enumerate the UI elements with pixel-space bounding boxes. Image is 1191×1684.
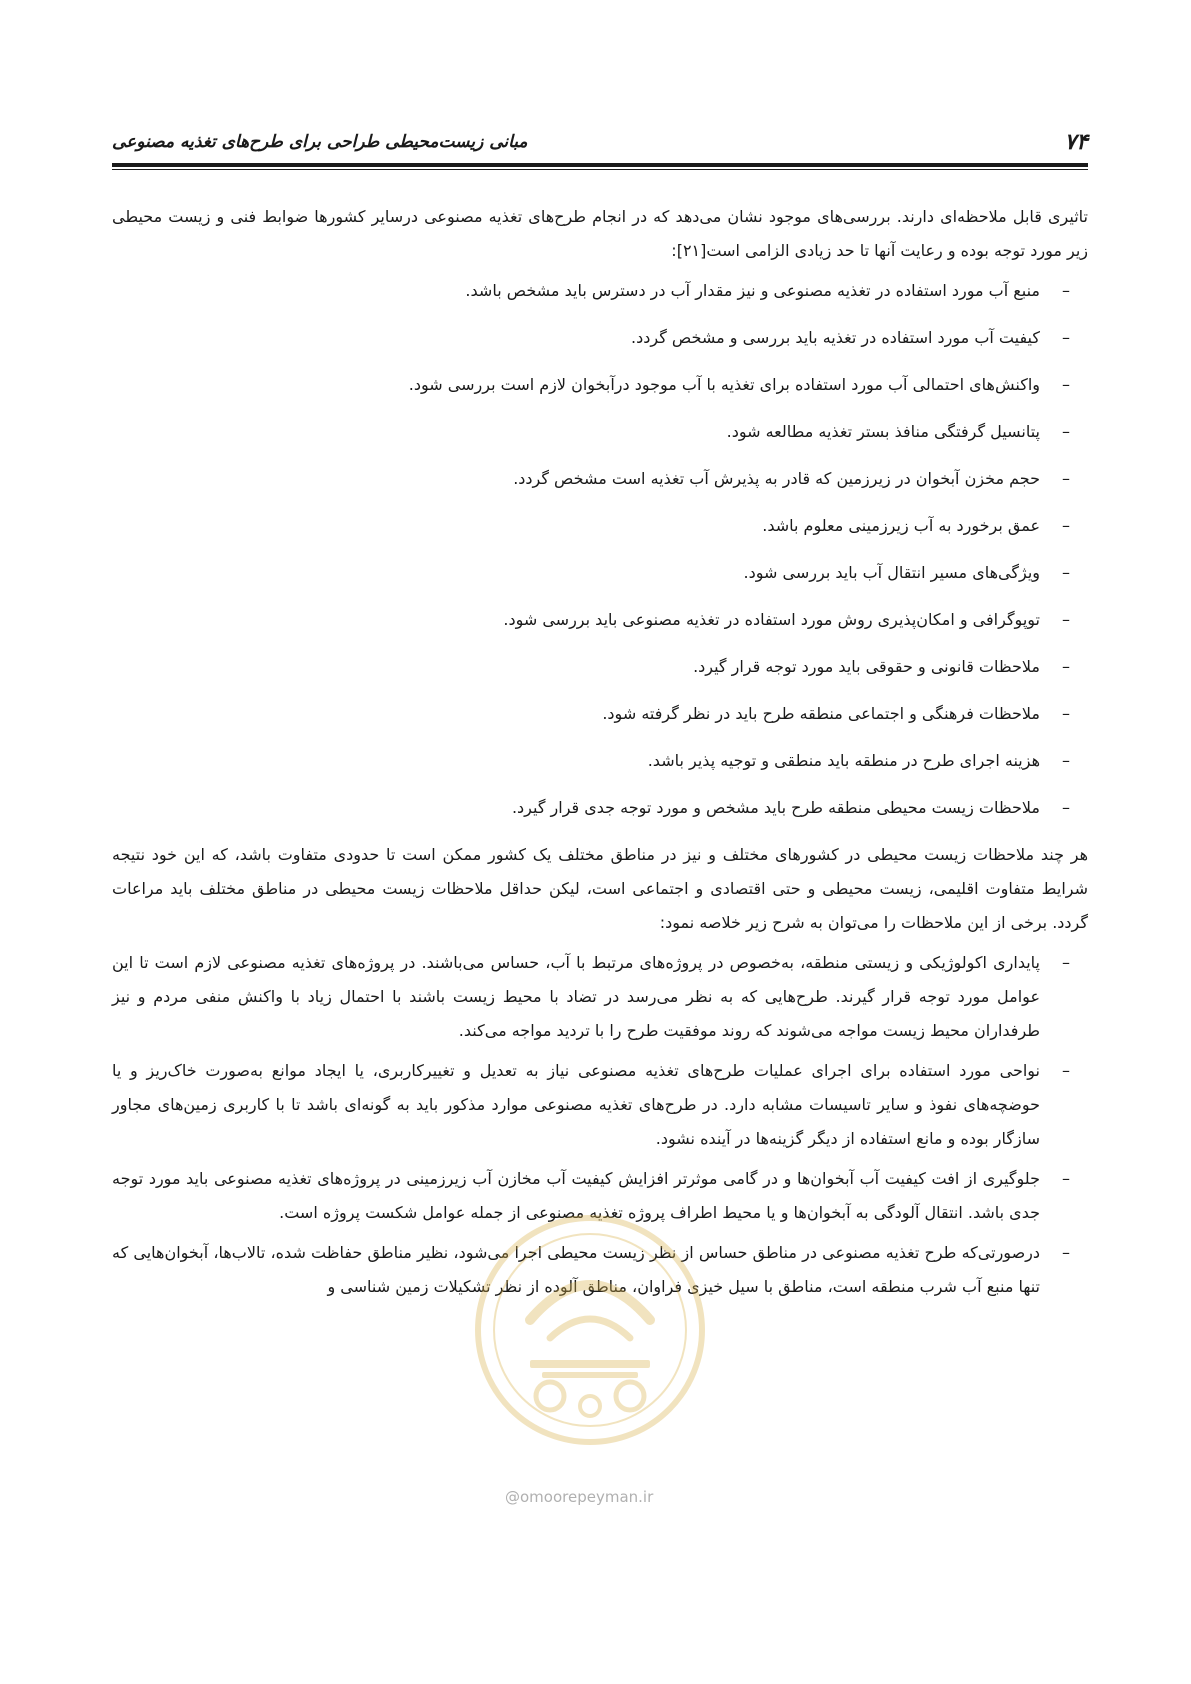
page-number: ۷۴ xyxy=(1064,130,1088,155)
middle-paragraph: هر چند ملاحظات زیست محیطی در کشورهای مختلف و نیز در مناطق مختلف یک کشور ممکن است تا حدودی متفاوت باشد، که این خود نتیجه شرایط متفاوت اقلیمی، زیست محیطی و حتی اقتصادی و اجتماعی است، لیکن حداقل ملاحظات زیست محیطی در مناطق مختلف باید مراعات گردد. برخی از این ملاحظات را می‌توان به شرح زیر خلاصه نمود: xyxy=(112,845,1088,932)
list-item xyxy=(112,744,1088,778)
list-item xyxy=(112,368,1088,402)
watermark-url-text: omoorepeyman.ir xyxy=(520,1488,654,1506)
dash-bullet: – xyxy=(1062,704,1070,723)
dash-bullet: – xyxy=(1062,1243,1070,1262)
list-item-text: پایداری اکولوژیکی و زیستی منطقه، به‌خصوص در پروژه‌های مرتبط با آب، حساس می‌باشند. در پروژه‌های تغذیه مصنوعی لازم است تا این عوامل مورد توجه قرار گیرند. طرح‌هایی که به نظر می‌رسد در تضاد با محیط زیست باشند با احتمال زیاد با واکنش منفی مردم و نیز طرفداران محیط زیست مواجه می‌شوند که روند موفقیت طرح را با تردید مواجه می‌کند. xyxy=(112,953,1040,1040)
list-item-text: ملاحظات فرهنگی و اجتماعی منطقه طرح باید در نظر گرفته شود. xyxy=(602,704,1040,723)
list-item xyxy=(112,1162,1088,1230)
dash-bullet: – xyxy=(1062,751,1070,770)
dash-bullet: – xyxy=(1062,422,1070,441)
requirements-list xyxy=(112,274,1088,825)
dash-bullet: – xyxy=(1062,610,1070,629)
list-item-text: نواحی مورد استفاده برای اجرای عملیات طرح‌های تغذیه مصنوعی نیاز به تعدیل و تغییرکاربری، یا ایجاد موانع به‌صورت خاک‌ریز و یا حوضچه‌های نفوذ و سایر تاسیسات مشابه دارد. در طرح‌های تغذیه مصنوعی موارد مذکور باید به گونه‌ای باشد تا با کاربری زمین‌های مجاور سازگار بوده و مانع استفاده از دیگر گزینه‌ها در آینده نشود. xyxy=(112,1061,1040,1148)
dash-bullet: – xyxy=(1062,469,1070,488)
dash-bullet: – xyxy=(1062,516,1070,535)
list-item-text: ملاحظات قانونی و حقوقی باید مورد توجه قرار گیرد. xyxy=(693,657,1040,676)
dash-bullet: – xyxy=(1062,328,1070,347)
list-item-text: درصورتی‌که طرح تغذیه مصنوعی در مناطق حساس از نظر زیست محیطی اجرا می‌شود، نظیر مناطق حفاظت شده، تالاب‌ها، آبخوان‌هایی که تنها منبع آب شرب منطقه است، مناطق با سیل خیزی فراوان، مناطق آلوده از نظر تشکیلات زمین شناسی و xyxy=(112,1243,1040,1296)
running-title: مبانی زیست‌محیطی طراحی برای طرح‌های تغذیه مصنوعی xyxy=(112,132,528,152)
list-item xyxy=(112,650,1088,684)
dash-bullet: – xyxy=(1062,657,1070,676)
body-content xyxy=(112,200,1088,1310)
at-icon: @ xyxy=(505,1488,520,1506)
dash-bullet: – xyxy=(1062,798,1070,817)
list-item-text: هزینه اجرای طرح در منطقه باید منطقی و توجیه پذیر باشد. xyxy=(647,751,1040,770)
list-item-text: ملاحظات زیست محیطی منطقه طرح باید مشخص و مورد توجه جدی قرار گیرد. xyxy=(511,798,1040,817)
intro-paragraph: تاثیری قابل ملاحظه‌ای دارند. بررسی‌های موجود نشان می‌دهد که در انجام طرح‌های تغذیه مصنوعی درسایر کشورها ضوابط فنی و زیست محیطی زیر مورد توجه بوده و رعایت آنها تا حد زیادی الزامی است[۲۱]: xyxy=(112,207,1088,260)
list-item xyxy=(112,556,1088,590)
considerations-list xyxy=(112,946,1088,1304)
list-item-text: منبع آب مورد استفاده در تغذیه مصنوعی و نیز مقدار آب در دسترس باید مشخص باشد. xyxy=(465,281,1040,300)
list-item xyxy=(112,1236,1088,1304)
list-item xyxy=(112,274,1088,308)
list-item xyxy=(112,603,1088,637)
list-item-text: توپوگرافی و امکان‌پذیری روش مورد استفاده در تغذیه مصنوعی باید بررسی شود. xyxy=(503,610,1040,629)
list-item xyxy=(112,946,1088,1048)
list-item-text: حجم مخزن آبخوان در زیرزمین که قادر به پذیرش آب تغذیه است مشخص گردد. xyxy=(513,469,1040,488)
page-header xyxy=(112,118,1088,158)
list-item-text: کیفیت آب مورد استفاده در تغذیه باید بررسی و مشخص گردد. xyxy=(631,328,1040,347)
list-item-text: واکنش‌های احتمالی آب مورد استفاده برای تغذیه با آب موجود درآبخوان لازم است بررسی شود. xyxy=(408,375,1040,394)
dash-bullet: – xyxy=(1062,563,1070,582)
list-item xyxy=(112,321,1088,355)
list-item-text: ویژگی‌های مسیر انتقال آب باید بررسی شود. xyxy=(743,563,1040,582)
dash-bullet: – xyxy=(1062,1061,1070,1080)
list-item xyxy=(112,462,1088,496)
header-rule-thick xyxy=(112,163,1088,167)
list-item xyxy=(112,509,1088,543)
list-item xyxy=(112,415,1088,449)
dash-bullet: – xyxy=(1062,1169,1070,1188)
dash-bullet: – xyxy=(1062,281,1070,300)
list-item xyxy=(112,1054,1088,1156)
watermark-url xyxy=(505,1488,653,1506)
dash-bullet: – xyxy=(1062,375,1070,394)
list-item xyxy=(112,791,1088,825)
header-rule-thin xyxy=(112,169,1088,170)
list-item-text: پتانسیل گرفتگی منافذ بستر تغذیه مطالعه شود. xyxy=(726,422,1040,441)
list-item xyxy=(112,697,1088,731)
list-item-text: عمق برخورد به آب زیرزمینی معلوم باشد. xyxy=(762,516,1040,535)
dash-bullet: – xyxy=(1062,953,1070,972)
list-item-text: جلوگیری از افت کیفیت آب آبخوان‌ها و در گامی موثرتر افزایش کیفیت آب مخازن آب زیرزمینی در پروژه‌های تغذیه مصنوعی باید مورد توجه جدی باشد. انتقال آلودگی به آبخوان‌ها و یا محیط اطراف پروژه تغذیه مصنوعی از جمله عوامل شکست پروژه است. xyxy=(112,1169,1040,1222)
